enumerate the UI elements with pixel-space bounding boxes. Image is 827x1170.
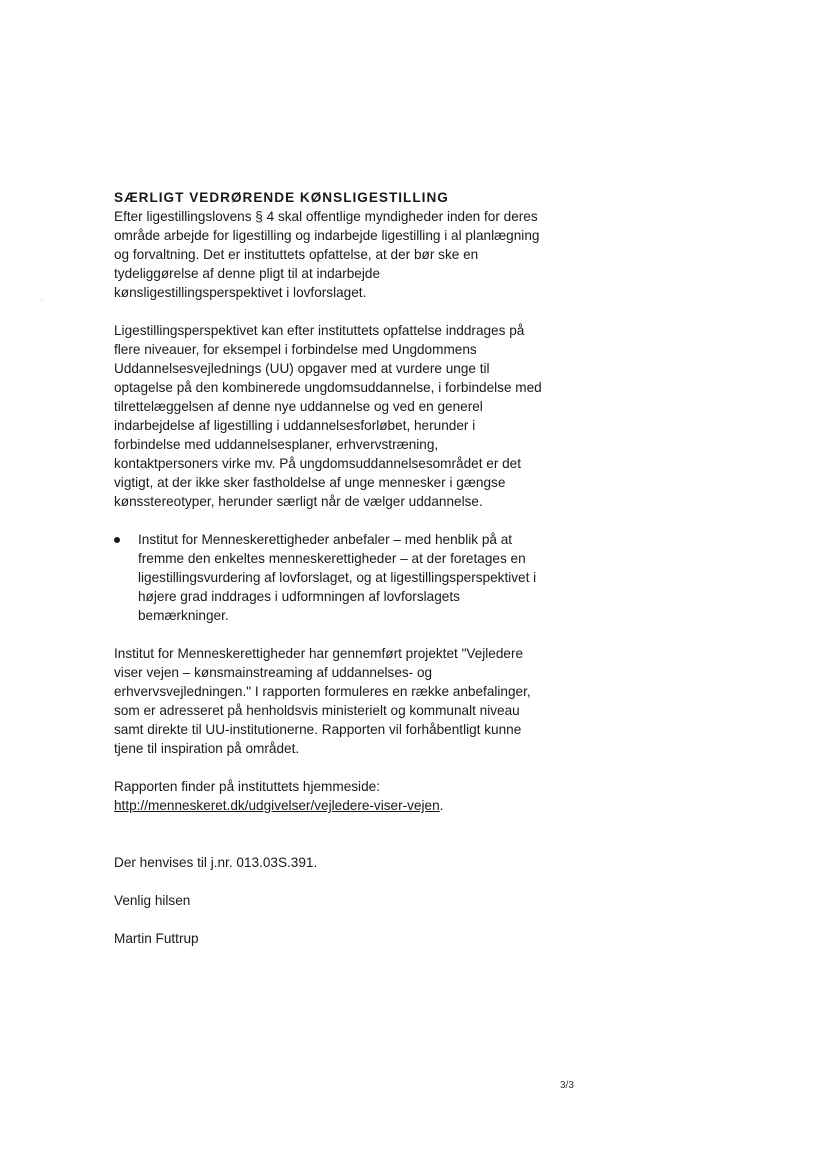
text-line: tjene til inspiration på området. bbox=[114, 741, 300, 756]
signature: Martin Futtrup bbox=[114, 931, 199, 946]
text-line: Efter ligestillingslovens § 4 skal offentlige myndigheder inden for deres bbox=[114, 209, 538, 224]
text-line: Institut for Menneskerettigheder anbefaler – med henblik på at bbox=[138, 532, 513, 547]
text-line: fremme den enkeltes menneskerettigheder – at der foretages en bbox=[138, 551, 526, 566]
project-paragraph bbox=[114, 644, 574, 758]
text-line: som er adresseret på henholdsvis ministerielt og kommunalt niveau bbox=[114, 703, 520, 718]
text-line: samt direkte til UU-institutionerne. Rapporten vil forhåbentligt kunne bbox=[114, 722, 522, 737]
report-link-line bbox=[114, 796, 574, 815]
text-line: viser vejen – kønsmainstreaming af uddannelses- og bbox=[114, 665, 433, 680]
text-line: forbindelse med uddannelsesplaner, erhvervstræning, bbox=[114, 437, 439, 452]
text-line: område arbejde for ligestilling og indarbejde ligestilling i al planlægning bbox=[114, 228, 540, 243]
text-line: kønsstereotyper, herunder særligt når de vælger uddannelse. bbox=[114, 494, 483, 509]
text-line: og forvaltning. Det er instituttets opfattelse, at der bør ske en bbox=[114, 247, 479, 262]
report-link[interactable]: http://menneskeret.dk/udgivelser/vejledere-viser-vejen bbox=[114, 798, 440, 813]
text-line: Institut for Menneskerettigheder har gennemført projektet "Vejledere bbox=[114, 646, 524, 661]
perspective-paragraph bbox=[114, 321, 574, 511]
text-line: bemærkninger. bbox=[138, 608, 229, 623]
report-text: Rapporten finder på instituttets hjemmeside: bbox=[114, 779, 380, 794]
text-line: ligestillingsvurdering af lovforslaget, og at ligestillingsperspektivet i bbox=[138, 570, 537, 585]
text-line: kønsligestillingsperspektivet i lovforslaget. bbox=[114, 285, 367, 300]
text-line: flere niveauer, for eksempel i forbindelse med Ungdommens bbox=[114, 342, 477, 357]
text-line: tilrettelæggelsen af denne nye uddannelse og ved en generel bbox=[114, 399, 483, 414]
text-line: optagelse på den kombinerede ungdomsuddannelse, i forbindelse med bbox=[114, 380, 542, 395]
bullet-icon bbox=[114, 537, 120, 543]
section-heading: SÆRLIGT VEDRØRENDE KØNSLIGESTILLING bbox=[114, 190, 449, 205]
letter-body bbox=[114, 188, 574, 967]
scan-speck bbox=[41, 300, 42, 301]
intro-paragraph bbox=[114, 207, 574, 302]
text-line: indarbejdelse af ligestilling i uddannelsesforløbet, herunder i bbox=[114, 418, 476, 433]
text-line: tydeliggørelse af denne pligt til at indarbejde bbox=[114, 266, 381, 281]
page-number: 3/3 bbox=[560, 1080, 574, 1091]
text-line: Ligestillingsperspektivet kan efter instituttets opfattelse inddrages på bbox=[114, 323, 525, 338]
link-suffix: . bbox=[439, 798, 444, 813]
text-line: kontaktpersoners virke mv. På ungdomsuddannelsesområdet er det bbox=[114, 456, 522, 471]
text-line: erhvervsvejledningen." I rapporten formuleres en række anbefalinger, bbox=[114, 684, 531, 699]
greeting: Venlig hilsen bbox=[114, 893, 191, 908]
text-line: vigtigt, at der ikke sker fastholdelse af unge mennesker i gængse bbox=[114, 475, 506, 490]
report-paragraph bbox=[114, 777, 574, 815]
text-line: højere grad inddrages i udformningen af lovforslagets bbox=[138, 589, 460, 604]
text-line: Uddannelsesvejlednings (UU) opgaver med at vurdere unge til bbox=[114, 361, 490, 376]
recommendation-bullet bbox=[114, 530, 574, 625]
reference-number: Der henvises til j.nr. 013.03S.391. bbox=[114, 855, 318, 870]
